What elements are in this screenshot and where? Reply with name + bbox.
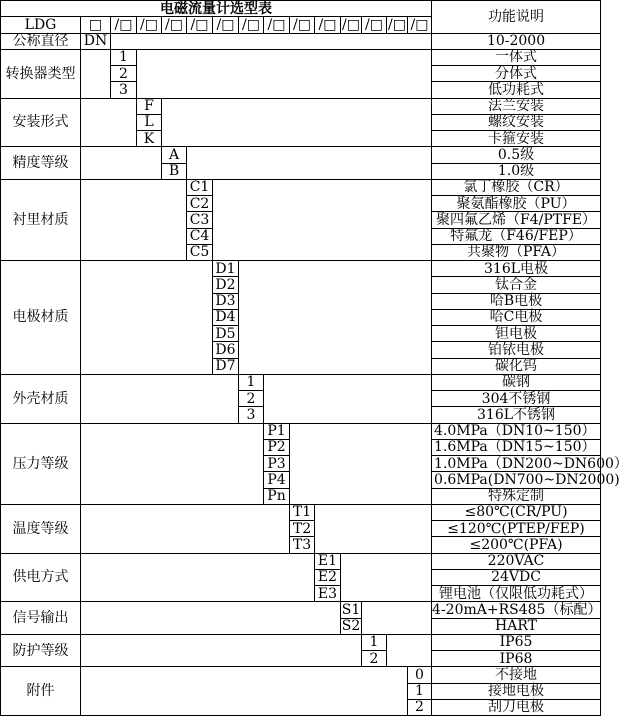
code-cell: 2 xyxy=(239,391,264,407)
desc-cell: 钽电极 xyxy=(432,326,601,342)
desc-cell: 0.5级 xyxy=(432,147,601,163)
model-slash-box: /□ xyxy=(290,17,315,33)
model-first-box: □ xyxy=(81,17,111,33)
code-cell: K xyxy=(137,131,162,147)
spacer-cell xyxy=(213,179,432,260)
code-cell: C1 xyxy=(187,179,213,195)
code-cell: 1 xyxy=(362,634,387,650)
desc-cell: 接地电极 xyxy=(432,683,601,699)
spacer-cell xyxy=(81,179,187,260)
table-title: 电磁流量计选型表 xyxy=(1,1,432,17)
desc-cell: ≤120℃(PTEP/FEP) xyxy=(432,521,601,537)
desc-cell: 钛合金 xyxy=(432,277,601,293)
code-cell: P2 xyxy=(264,439,290,455)
spacer-cell xyxy=(81,553,315,602)
desc-cell: 220VAC xyxy=(432,553,601,569)
code-cell: D4 xyxy=(213,309,239,325)
function-header: 功能说明 xyxy=(432,1,601,34)
desc-cell: 锂电池（仅限低功耗式） xyxy=(432,586,601,602)
category-cell: 外壳材质 xyxy=(1,374,81,423)
code-cell: 2 xyxy=(362,651,387,667)
code-cell: 1 xyxy=(111,49,137,65)
spacer-cell xyxy=(111,33,432,49)
spacer-cell xyxy=(81,634,362,667)
code-cell: S2 xyxy=(341,618,361,635)
category-cell: 供电方式 xyxy=(1,553,81,602)
code-cell: Pn xyxy=(264,488,290,504)
model-slash-box: /□ xyxy=(137,17,162,33)
model-slash-box: /□ xyxy=(162,17,187,33)
desc-cell: 碳化钨 xyxy=(432,358,601,374)
desc-cell: 哈C电极 xyxy=(432,309,601,325)
code-cell: T3 xyxy=(290,537,315,553)
category-cell: 公称直径 xyxy=(1,33,81,49)
code-cell: B xyxy=(162,163,187,179)
desc-cell: 10-2000 xyxy=(432,33,601,49)
desc-cell: 法兰安装 xyxy=(432,98,601,114)
spacer-cell xyxy=(264,374,432,423)
desc-cell: 不接地 xyxy=(432,667,601,683)
desc-cell: 氯丁橡胶（CR） xyxy=(432,179,601,195)
desc-cell: 0.6MPa(DN700~DN2000) xyxy=(432,472,601,488)
spacer-cell xyxy=(387,634,432,667)
spacer-cell xyxy=(81,98,137,147)
code-cell: 1 xyxy=(408,683,432,699)
desc-cell: 一体式 xyxy=(432,49,601,65)
category-cell: 安装形式 xyxy=(1,98,81,147)
model-slash-box: /□ xyxy=(342,16,360,33)
desc-cell: HART xyxy=(432,618,601,634)
code-cell: F xyxy=(137,98,162,114)
code-cell: D5 xyxy=(213,326,239,342)
code-cell: E2 xyxy=(315,569,341,585)
code-cell: D6 xyxy=(213,342,239,358)
code-cell: D1 xyxy=(213,261,239,277)
code-cell: C5 xyxy=(187,244,213,260)
desc-cell: 卡箍安装 xyxy=(432,131,601,147)
model-slash-box: /□ xyxy=(187,17,213,33)
code-cell: 0 xyxy=(408,667,432,683)
model-slash-box: /□ xyxy=(362,17,387,33)
code-cell: P3 xyxy=(264,456,290,472)
spacer-cell xyxy=(81,602,341,635)
code-cell: T1 xyxy=(290,504,315,520)
model-slash-box: /□ xyxy=(111,17,137,33)
code-cell: D3 xyxy=(213,293,239,309)
spacer-cell xyxy=(137,49,432,98)
desc-cell: IP65 xyxy=(432,634,601,650)
desc-cell: 碳钢 xyxy=(432,374,601,390)
spacer-cell xyxy=(341,553,432,602)
code-cell: P4 xyxy=(264,472,290,488)
desc-cell: 刮刀电极 xyxy=(432,699,601,715)
desc-cell: 特殊定制 xyxy=(432,488,601,504)
desc-cell: 低功耗式 xyxy=(432,82,601,98)
selection-table-body xyxy=(1,0,628,716)
category-cell: 电极材质 xyxy=(1,261,81,375)
desc-cell: 聚氨酯橡胶（PU） xyxy=(432,196,601,212)
desc-cell: 1.0级 xyxy=(432,163,601,179)
desc-cell: 316L不锈钢 xyxy=(432,407,601,423)
spacer-cell xyxy=(362,602,432,635)
desc-cell: ≤200℃(PFA) xyxy=(432,537,601,553)
code-cell: 3 xyxy=(239,407,264,423)
code-cell: DN xyxy=(81,33,111,49)
spacer-cell xyxy=(81,147,162,180)
spacer-cell xyxy=(81,423,264,504)
spacer-cell xyxy=(81,667,408,716)
category-cell: 信号输出 xyxy=(1,602,81,635)
code-cell: T2 xyxy=(290,521,315,537)
code-cell: A xyxy=(162,147,187,163)
spacer-cell xyxy=(315,504,432,553)
desc-cell: 铂铱电极 xyxy=(432,342,601,358)
model-slash-box: /□ xyxy=(239,17,264,33)
desc-cell: 304不锈钢 xyxy=(432,391,601,407)
spacer-cell xyxy=(290,423,432,504)
code-cell: D2 xyxy=(213,277,239,293)
spacer-cell xyxy=(239,261,432,375)
desc-cell: 哈B电极 xyxy=(432,293,601,309)
spacer-cell xyxy=(81,261,213,375)
code-cell: 3 xyxy=(111,82,137,98)
code-cell: 2 xyxy=(408,699,432,715)
desc-cell: 316L电极 xyxy=(432,261,601,277)
spacer-cell xyxy=(81,49,111,98)
model-slash-box: /□ xyxy=(213,17,239,33)
category-cell: 衬里材质 xyxy=(1,179,81,260)
code-cell: C3 xyxy=(187,212,213,228)
model-slash-box: /□ xyxy=(408,17,432,33)
desc-cell: 分体式 xyxy=(432,66,601,82)
desc-cell: 共聚物（PFA） xyxy=(432,244,601,260)
spacer-cell xyxy=(162,98,432,147)
model-slash-box: /□ xyxy=(264,17,290,33)
code-cell: P1 xyxy=(264,423,290,439)
desc-cell: 螺纹安装 xyxy=(432,114,601,130)
category-cell: 防护等级 xyxy=(1,634,81,667)
spacer-cell xyxy=(187,147,432,180)
category-cell: 转换器类型 xyxy=(1,49,81,98)
desc-cell: 聚四氟乙烯（F4/PTFE） xyxy=(432,212,601,228)
spacer-cell xyxy=(81,374,239,423)
model-slash-box: /□ xyxy=(315,17,341,33)
desc-cell: 24VDC xyxy=(432,569,601,585)
category-cell: 压力等级 xyxy=(1,423,81,504)
code-cell: C4 xyxy=(187,228,213,244)
desc-cell: IP68 xyxy=(432,651,601,667)
category-cell: 温度等级 xyxy=(1,504,81,553)
code-cell: D7 xyxy=(213,358,239,374)
desc-cell: 特氟龙（F46/FEP） xyxy=(432,228,601,244)
desc-cell: ≤80℃(CR/PU) xyxy=(432,504,601,520)
spacer-cell xyxy=(81,504,290,553)
code-cell: L xyxy=(137,114,162,130)
model-prefix: LDG xyxy=(1,17,81,33)
desc-cell: 4.0MPa（DN10~150） xyxy=(432,423,601,439)
code-cell: 1 xyxy=(239,374,264,390)
code-cell: S1 xyxy=(341,601,361,618)
desc-cell: 4-20mA+RS485（标配） xyxy=(432,601,602,618)
category-cell: 精度等级 xyxy=(1,147,81,180)
desc-cell: 1.0MPa（DN200~DN600） xyxy=(432,456,601,472)
code-cell: C2 xyxy=(187,196,213,212)
code-cell: E1 xyxy=(315,553,341,569)
code-cell: E3 xyxy=(315,586,341,602)
model-slash-box: /□ xyxy=(388,16,406,33)
code-cell: 2 xyxy=(111,66,137,82)
category-cell: 附件 xyxy=(1,667,81,716)
desc-cell: 1.6MPa（DN15~150） xyxy=(432,439,601,455)
